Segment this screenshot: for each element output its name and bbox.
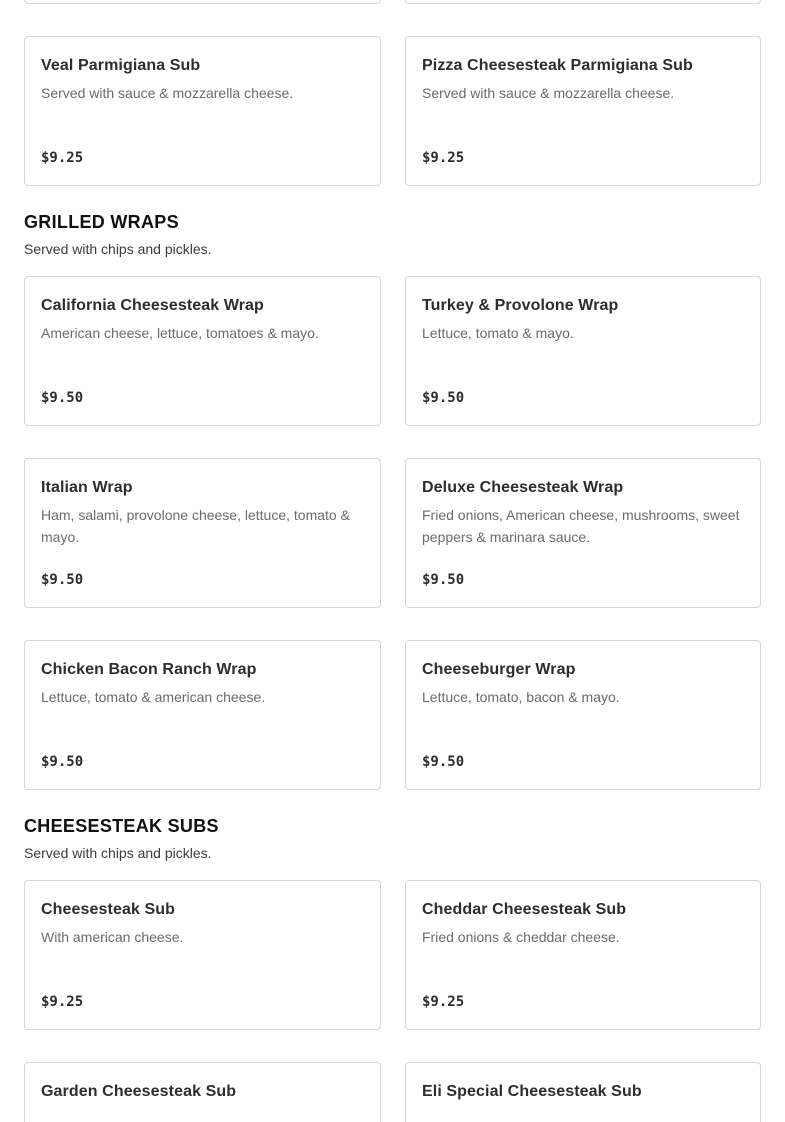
- menu-item-name: Turkey & Provolone Wrap: [422, 297, 619, 314]
- menu-item-card[interactable]: [405, 880, 761, 1030]
- menu-item-price: $9.50: [41, 390, 84, 406]
- menu-item-description: Ham, salami, provolone cheese, lettuce, tomato & mayo.: [41, 507, 350, 545]
- menu-item-name: Italian Wrap: [41, 479, 133, 496]
- menu-item-name: California Cheesesteak Wrap: [41, 297, 264, 314]
- previous-items-grid: [24, 0, 761, 4]
- grilled-wraps-items-grid: [24, 276, 761, 790]
- menu-item-card[interactable]: [405, 640, 761, 790]
- section-title-cheesesteak-subs: CHEESESTEAK SUBS: [24, 816, 219, 836]
- menu-item-card[interactable]: [24, 36, 381, 186]
- more-items-grid: [24, 1062, 761, 1122]
- menu-item-price: $9.50: [41, 572, 84, 588]
- menu-item-name: Eli Special Cheesesteak Sub: [422, 1083, 642, 1100]
- menu-item-price: $9.25: [41, 150, 84, 166]
- menu-item-card[interactable]: [405, 458, 761, 608]
- menu-item-card[interactable]: [24, 276, 381, 426]
- section-subtitle-grilled-wraps: Served with chips and pickles.: [24, 241, 212, 257]
- menu-item-name: Cheddar Cheesesteak Sub: [422, 901, 627, 918]
- section-title-grilled-wraps: GRILLED WRAPS: [24, 212, 179, 232]
- menu-item-card[interactable]: [24, 640, 381, 790]
- menu-item-price: $9.50: [422, 572, 465, 588]
- menu-item-name: Cheesesteak Sub: [41, 901, 176, 918]
- menu-item-card[interactable]: [405, 1062, 761, 1122]
- menu-item-description: Fried onions & cheddar cheese.: [422, 929, 620, 945]
- menu-item-price: $9.25: [41, 994, 84, 1010]
- parmigiana-items-grid: [24, 36, 761, 186]
- menu-item-card-partial[interactable]: [24, 0, 381, 4]
- menu-item-description: Lettuce, tomato, bacon & mayo.: [422, 689, 620, 705]
- menu-item-description: Fried onions, American cheese, mushrooms, sweet peppers & marinara sauce.: [422, 507, 740, 545]
- menu-item-name: Chicken Bacon Ranch Wrap: [41, 661, 257, 678]
- menu-item-name: Pizza Cheesesteak Parmigiana Sub: [422, 57, 693, 74]
- menu-item-name: Garden Cheesesteak Sub: [41, 1083, 237, 1100]
- menu-item-card[interactable]: [24, 1062, 381, 1122]
- menu-item-name: Deluxe Cheesesteak Wrap: [422, 479, 624, 496]
- menu-item-card[interactable]: [405, 36, 761, 186]
- menu-item-description: American cheese, lettuce, tomatoes & mayo.: [41, 325, 319, 341]
- menu-item-description: Lettuce, tomato & mayo.: [422, 325, 574, 341]
- menu-item-price: $9.50: [41, 754, 84, 770]
- menu-item-price: $9.25: [422, 994, 465, 1010]
- menu-item-price: $9.50: [422, 754, 465, 770]
- menu-item-description: Lettuce, tomato & american cheese.: [41, 689, 266, 705]
- menu-item-description: Served with sauce & mozzarella cheese.: [41, 85, 294, 101]
- menu-item-description: Served with sauce & mozzarella cheese.: [422, 85, 675, 101]
- menu-item-card[interactable]: [24, 458, 381, 608]
- menu-item-name: Cheeseburger Wrap: [422, 661, 576, 678]
- section-subtitle-cheesesteak-subs: Served with chips and pickles.: [24, 845, 212, 861]
- menu-item-description: With american cheese.: [41, 929, 184, 945]
- menu-item-price: $9.25: [422, 150, 465, 166]
- menu-item-card[interactable]: [24, 880, 381, 1030]
- cheesesteak-subs-items-grid: [24, 880, 761, 1030]
- menu-item-card-partial[interactable]: [405, 0, 761, 4]
- menu-item-price: $9.50: [422, 390, 465, 406]
- menu-item-card[interactable]: [405, 276, 761, 426]
- menu-item-name: Veal Parmigiana Sub: [41, 57, 201, 74]
